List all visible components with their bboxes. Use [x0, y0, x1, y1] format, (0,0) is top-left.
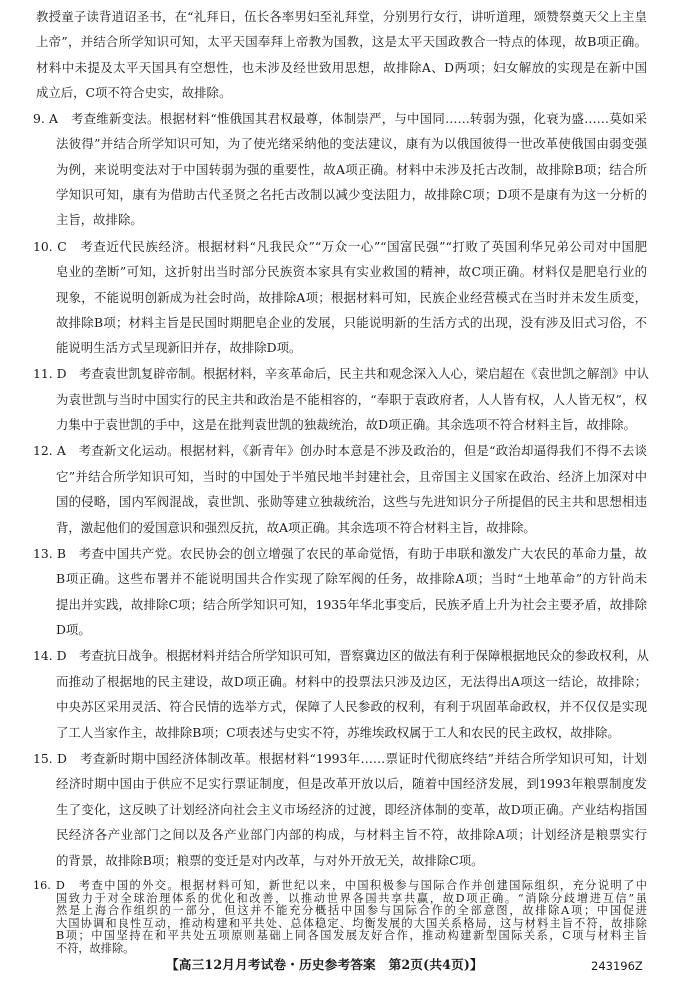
text-line: 15. D 考查新时期中国经济体制改革。根据材料“1993年……票证时代彻底终结”并结合所学知识可知，计划	[33, 751, 647, 766]
text-line: 不符，故排除。	[56, 942, 135, 955]
text-line: 材料中未提及太平天国具有空想性，也未涉及经世致用思想，故排除A、D两项；妇女解放的实现是在新中国	[36, 60, 647, 75]
footer-title: 【高三12月月考试卷・历史参考答案 第2页(共4页)】	[166, 957, 483, 972]
text-line: 成立后，C项不符合史实，故排除。	[36, 85, 232, 100]
text-line: 提出并实践，故排除C项；结合所学知识可知，1935年华北事变后，民族矛盾上升为社会主要矛盾，故排除	[56, 597, 647, 612]
text-line: 能说明生活方式呈现新旧并存，故排除D项。	[56, 340, 302, 355]
text-line: 14. D 考查抗日战争。根据材料并结合所学知识可知，晋察冀边区的做法有利于保障根据地民众的参政权利，从	[33, 648, 649, 663]
text-line: 大国协调和良性互动，推动构建和平共处、总体稳定、均衡发展的大国关系格局，这与材料主旨不符，故排除	[56, 916, 647, 930]
text-line: 为袁世凯与当时中国实行的民主共和政治是不能相容的，“奉职于袁政府者，人人皆有权，人人皆无权”，权	[56, 392, 647, 407]
text-line: 为例，来说明变法对于中国转弱为强的重要性，故A项正确。材料中未涉及托古改制，故排除B项；结合所	[56, 162, 647, 177]
text-line: 故排除B项；材料主旨是民国时期肥皂企业的发展，只能说明新的生活方式的出现，没有涉及旧式习俗，不	[56, 315, 647, 330]
text-line: 13. B 考查中国共产党。农民协会的创立增强了农民的革命觉悟，有助于串联和激发广大农民的革命力量，故	[33, 546, 647, 561]
text-line: 而推动了根据地的民主建设，故D项正确。材料中的投票法只涉及边区，无法得出A项这一结论，故排除；	[56, 674, 647, 689]
footer-code: 243196Z	[591, 959, 643, 973]
text-line: 然是上海合作组织的一部分，但这并不能充分概括中国参与国际合作的全部意图，故排除A项；中国促进	[56, 904, 647, 918]
text-line: 法彼得”并结合所学知识可知，为了使光绪采纳他的变法建议，康有为以俄国彼得一世改革使俄国由弱变强	[56, 136, 647, 151]
text-line: 主旨，故排除。	[56, 212, 143, 227]
text-line: B项；中国坚持在和平共处五项原则基础上同各国发展友好合作，推动构建新型国际关系，C项与材料主旨	[56, 929, 647, 943]
text-line: 皂业的垄断”可知，这折射出当时部分民族资本家具有实业救国的精神，故C项正确。材料仅是肥皂行业的	[56, 264, 647, 279]
text-line: 上帝”，并结合所学知识可知，太平天国奉拜上帝教为国教，这是太平天国政教合一特点的体现，故B项正确。	[36, 34, 647, 49]
text-line: 国致力于对全球治理体系的优化和改善，以推动世界各国共享共赢，故D项正确。“消除分歧增进互信”虽	[56, 891, 647, 905]
text-line: 了工人当家作主，故排除B项；C项表述与史实不符，苏维埃政权属于工人和农民的民主政权，故排除。	[56, 725, 620, 740]
text-line: 的背景，故排除B项；粮票的变迁是对内改革，与对外开放无关，故排除C项。	[56, 853, 484, 868]
text-line: 9. A 考查维新变法。根据材料“惟俄国其君权最尊，体制崇严，与中国同……转弱为强，化衰为盛……莫如采	[33, 111, 647, 126]
text-line: 教授童子读背逍诏圣书，在“礼拜日，伍长各率男妇至礼拜堂，分别男行女行，讲听道理，颂赞祭奠天父上主皇	[36, 9, 647, 24]
text-line: 16. D 考查中国的外交。根据材料可知，新世纪以来，中国积极参与国际合作并创建国际组织，充分说明了中	[33, 879, 647, 892]
text-line: 民经济各产业部门之间以及各产业部门内部的构成，与材料主旨不符，故排除A项；计划经济是粮票实行	[56, 827, 647, 842]
text-line: 学知识可知，康有为借助古代圣贤之名托古改制以减少变法阻力，故排除C项；D项不是康有为这一分析的	[56, 187, 647, 202]
text-line: 背，激起他们的爱国意识和强烈反抗，故A项正确。其余选项不符合材料主旨，故排除。	[56, 520, 536, 535]
text-line: 生了变化，这反映了计划经济向社会主义市场经济的过渡，即经济体制的变革，故D项正确。产业结构指国	[56, 802, 647, 817]
text-line: 国的侵略，国内军阀混战，袁世凯、张勋等建立独裁统治，这些与先进知识分子所提倡的民主共和思想相违	[56, 494, 647, 509]
text-line: 它”并结合所学知识可知，当时的中国处于半殖民地半封建社会，且帝国主义国家在政治、经济上加深对中	[56, 469, 647, 484]
text-line: D项。	[56, 622, 91, 637]
text-line: 11. D 考查袁世凯复辟帝制。根据材料，辛亥革命后，民主共和观念深入人心，梁启超在《袁世凯之解剖》中认	[33, 366, 649, 381]
text-line: 现象，不能说明创新成为社会时尚，故排除A项；根据材料可知，民族企业经营模式在当时并未发生质变，	[56, 290, 647, 305]
text-line: 经济时期中国由于供应不足实行票证制度，但是改革开放以后，随着中国经济发展，到1993年粮票制度发	[56, 776, 647, 791]
text-line: 10. C 考查近代民族经济。根据材料“凡我民众”“万众一心”“国富民强”“打败了英国利华兄弟公司对中国肥	[33, 239, 647, 254]
text-line: 中央苏区采用灵活、符合民情的选举方式，保障了人民参政的权利，有利于巩固革命政权，并不仅仅是实现	[56, 699, 647, 714]
text-line: B项正确。这些布署并不能说明国共合作实现了除军阀的任务，故排除A项；当时“土地革命”的方针尚未	[56, 571, 647, 586]
text-line: 力集中于袁世凯的手中，这是在批判袁世凯的独裁统治，故D项正确。其余选项不符合材料主旨，故排除。	[56, 417, 636, 432]
text-line: 12. A 考查新文化运动。根据材料，《新青年》创办时本意是不涉及政治的，但是“政治却逼得我们不得不去谈	[33, 443, 647, 458]
